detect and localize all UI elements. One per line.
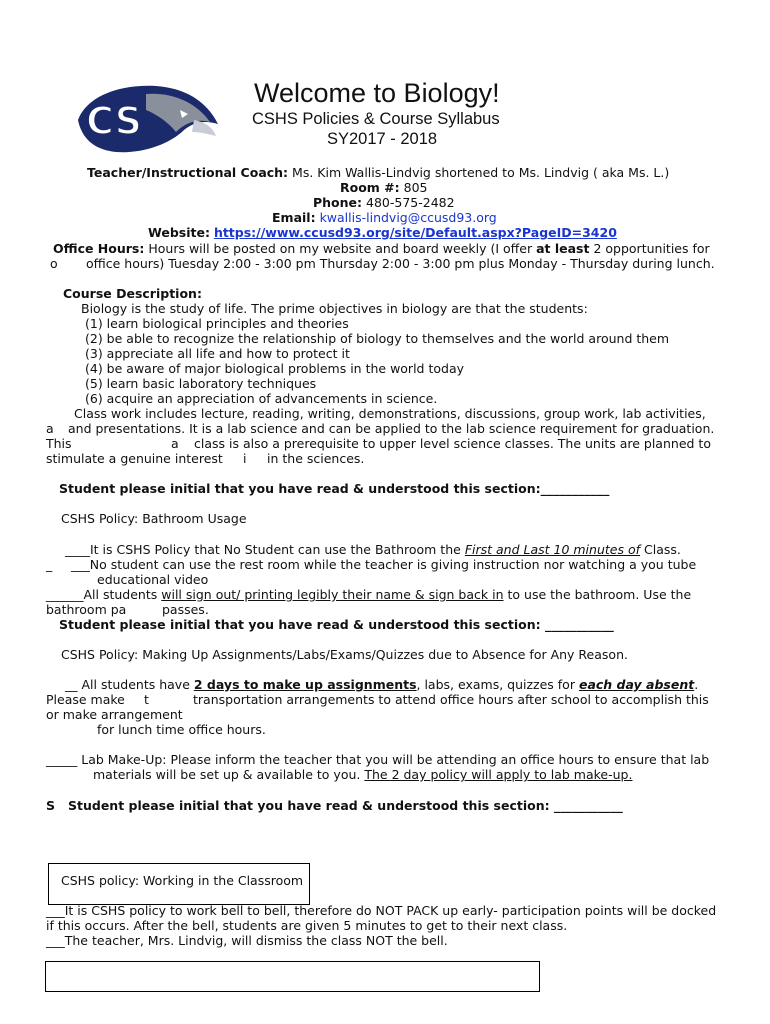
makeup-line-1-end: .: [694, 677, 699, 692]
bathroom-line-2a: _: [46, 557, 53, 572]
bathroom-line-4a: bathroom pa: [46, 602, 127, 617]
objective-4: (4) be aware of major biological problems in the world today: [85, 361, 464, 376]
course-para-line-4a: stimulate a genuine interest: [46, 451, 223, 466]
makeup-line-2c: transportation arrangements to attend office hours after school to accomplish this: [193, 692, 709, 707]
bathroom-line-4b: passes.: [162, 602, 209, 617]
makeup-two-days: 2 days to make up assignments: [193, 677, 417, 692]
course-para-line-4c: in the sciences.: [267, 451, 365, 466]
office-hours-text: Hours will be posted on my website and board weekly (I offer: [148, 241, 533, 256]
office-hours-line-1: [53, 241, 710, 256]
course-para-line-2a: a: [46, 421, 54, 436]
objective-2: (2) be able to recognize the relationship of biology to themselves and the world around them: [85, 331, 670, 346]
bathroom-line-3-end: to use the bathroom. Use the: [507, 587, 692, 602]
bathroom-heading: CSHS Policy: Bathroom Usage: [61, 511, 247, 526]
bottom-box: [45, 961, 540, 992]
office-bullet: o: [50, 256, 58, 271]
makeup-line-2b: t: [144, 692, 149, 707]
email-line: [272, 210, 497, 225]
teacher-label: Teacher/Instructional Coach:: [87, 165, 289, 180]
classroom-heading: CSHS policy: Working in the Classroom: [61, 873, 304, 888]
initial-line-2[interactable]: Student please initial that you have read & understood this section: ___________: [59, 617, 614, 632]
course-para-line-3c: class is also a prerequisite to upper level science classes. The units are planned to: [194, 436, 711, 451]
course-para-line-3a: This: [46, 436, 72, 451]
classroom-line-3: ___The teacher, Mrs. Lindvig, will dismiss the class NOT the bell.: [46, 933, 448, 948]
room-value: 805: [403, 180, 428, 195]
office-hours-text-end: 2 opportunities for: [593, 241, 710, 256]
bathroom-sign-out: will sign out/ printing legibly their name & sign back in: [161, 587, 504, 602]
makeup-line-4: for lunch time office hours.: [97, 722, 266, 737]
objective-3: (3) appreciate all life and how to protect it: [85, 346, 350, 361]
phone-line: [313, 195, 455, 210]
email-link[interactable]: kwallis-lindvig@ccusd93.org: [319, 210, 497, 225]
school-logo: [76, 80, 221, 160]
objective-6: (6) acquire an appreciation of advancements in science.: [85, 391, 438, 406]
office-hours-line-2: office hours) Tuesday 2:00 - 3:00 pm Thursday 2:00 - 3:00 pm plus Monday - Thursday during lunch.: [86, 256, 715, 271]
classroom-line-2: if this occurs. After the bell, students are given 5 minutes to get to their next class.: [46, 918, 568, 933]
website-line: [148, 225, 617, 240]
office-hours-label: Office Hours:: [53, 241, 145, 256]
lab-makeup-line-2: [93, 767, 632, 782]
initial-line-3-s: S: [46, 798, 56, 813]
course-para-line-2b: and presentations. It is a lab science and can be applied to the lab science requirement for graduation.: [68, 421, 715, 436]
website-link[interactable]: https://www.ccusd93.org/site/Default.aspx?PageID=3420: [213, 225, 617, 240]
room-line: [340, 180, 428, 195]
bathroom-line-1-text: ____It is CSHS Policy that No Student can use the Bathroom the: [65, 542, 461, 557]
objective-1: (1) learn biological principles and theories: [85, 316, 349, 331]
initial-line-3[interactable]: Student please initial that you have read & understood this section: ___________: [68, 798, 623, 813]
office-hours-emphasis: at least: [536, 241, 590, 256]
bathroom-line-2b: ___No student can use the rest room while the teacher is giving instruction nor watching a you tube: [71, 557, 697, 572]
website-label: Website:: [148, 225, 210, 240]
classroom-line-1: ___It is CSHS policy to work bell to bell, therefore do NOT PACK up early- participation points will be docked: [46, 903, 717, 918]
teacher-line: [87, 165, 669, 180]
phone-label: Phone:: [313, 195, 363, 210]
course-intro: Biology is the study of life. The prime objectives in biology are that the students:: [81, 301, 588, 316]
bathroom-first-last: First and Last 10 minutes of: [464, 542, 641, 557]
makeup-each-day: each day absent: [578, 677, 695, 692]
bathroom-line-1: [65, 542, 681, 557]
logo-letters: CS: [86, 99, 142, 143]
bathroom-line-3: [46, 587, 691, 602]
course-para-line-4b: i: [243, 451, 247, 466]
lab-makeup-policy: The 2 day policy will apply to lab make-up.: [364, 767, 633, 782]
lab-makeup-text: materials will be set up & available to you.: [93, 767, 361, 782]
initial-line-1[interactable]: Student please initial that you have read & understood this section:___________: [59, 481, 610, 496]
hawk-logo-icon: [76, 80, 221, 160]
room-label: Room #:: [340, 180, 400, 195]
bathroom-line-2c: educational video: [97, 572, 209, 587]
teacher-value: Ms. Kim Wallis-Lindvig shortened to Ms. Lindvig ( aka Ms. L.): [292, 165, 670, 180]
makeup-line-3: or make arrangement: [46, 707, 183, 722]
school-year: SY2017 - 2018: [327, 130, 438, 148]
page-subtitle: CSHS Policies & Course Syllabus: [252, 110, 500, 128]
objective-5: (5) learn basic laboratory techniques: [85, 376, 317, 391]
email-label: Email:: [272, 210, 316, 225]
bathroom-line-1-end: Class.: [644, 542, 681, 557]
makeup-line-2a: Please make: [46, 692, 125, 707]
makeup-line-1: [65, 677, 698, 692]
course-description-heading: Course Description:: [63, 286, 202, 301]
page-title: Welcome to Biology!: [254, 78, 500, 108]
course-para-line-3b: a: [171, 436, 179, 451]
makeup-line-1-text: __ All students have: [65, 677, 190, 692]
course-para-line-1: Class work includes lecture, reading, writing, demonstrations, discussions, group work, lab activities,: [74, 406, 706, 421]
phone-value: 480-575-2482: [366, 195, 455, 210]
bathroom-line-3-text: ______All students: [46, 587, 158, 602]
makeup-line-1-mid: , labs, exams, quizzes for: [416, 677, 575, 692]
makeup-heading: CSHS Policy: Making Up Assignments/Labs/Exams/Quizzes due to Absence for Any Reason.: [61, 647, 628, 662]
lab-makeup-line-1: _____ Lab Make-Up: Please inform the teacher that you will be attending an office hours to ensure that lab: [46, 752, 710, 767]
